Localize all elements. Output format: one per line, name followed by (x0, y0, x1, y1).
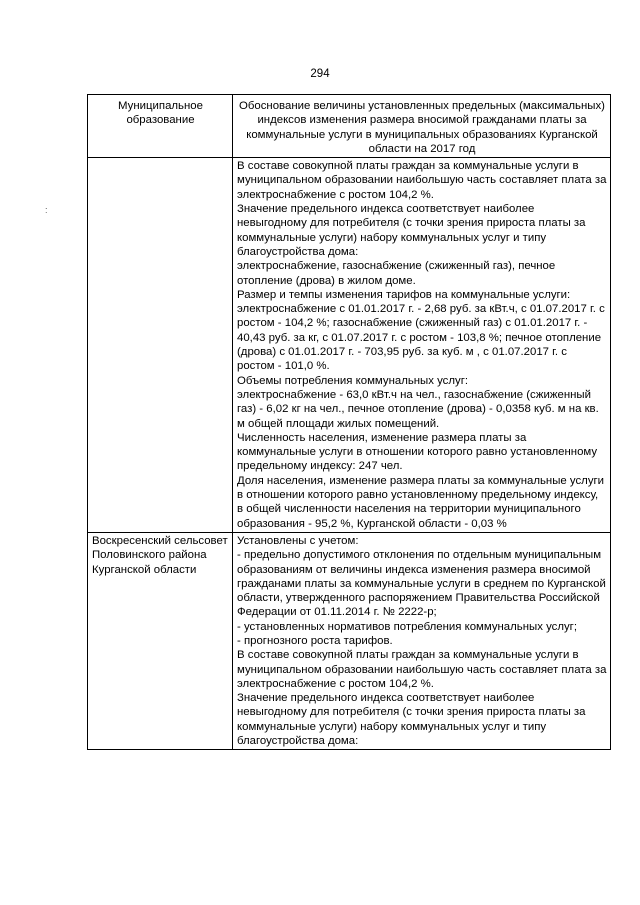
paragraph: электроснабжение - 63,0 кВт.ч на чел., газоснабжение (сжиженный газ) - 6,02 кг на чел., печное отопление (дрова) - 0,0358 куб. м на кв. м общей площади жилых помещений. (237, 388, 599, 430)
page-number: 294 (310, 68, 330, 80)
paragraph: Значение предельного индекса соответствует наиболее невыгодному для потребителя (с точки зрения прироста платы за коммунальные услуги) набору коммунальных услуг и типу благоустройства дома: (237, 692, 586, 748)
municipality-cell: Воскресенский сельсовет Половинского района Курганской области (88, 532, 233, 749)
paragraph: Объемы потребления коммунальных услуг: (237, 374, 469, 387)
table-header-row (88, 95, 611, 158)
table-row (88, 158, 611, 533)
paragraph: Численность населения, изменение размера платы за коммунальные услуги в отношении которого равно установленному предельному индексу: 247 чел. (237, 431, 598, 473)
justification-cell (233, 532, 611, 749)
municipality-cell (88, 158, 233, 533)
margin-mark: : (45, 205, 48, 215)
justification-cell (233, 158, 611, 533)
paragraph: электроснабжение с 01.01.2017 г. - 2,68 руб. за кВт.ч, с 01.07.2017 г. с ростом - 104,2 %; газоснабжение (сжиженный газ) с 01.01.2017 г. - 40,43 руб. за кг, с 01.07.2017 г. с ростом - 103,8 %; печное отопление (дрова) с 01.01.2017 г. - 703,95 руб. за куб. м , с 01.07.2017 г. с ростом - 101,0 %. (237, 303, 605, 373)
paragraph: В составе совокупной платы граждан за коммунальные услуги в муниципальном образовании наибольшую часть составляет плата за электроснабжение с ростом 104,2 %. (237, 649, 607, 690)
paragraph: - установленных нормативов потребления коммунальных услуг; (237, 620, 577, 633)
header-municipality: Муниципальное образование (88, 95, 233, 158)
paragraph: В составе совокупной платы граждан за коммунальные услуги в муниципальном образовании наибольшую часть составляет плата за электроснабжение с ростом 104,2 %. (237, 160, 607, 201)
paragraph: Доля населения, изменение размера платы за коммунальные услуги в отношении которого равно установленному предельному индексу, в общей численности населения на территории муниципального образования - 95,2 %, Курганской области - 0,03 % (237, 474, 605, 530)
header-justification: Обоснование величины установленных предельных (максимальных) индексов изменения размера вносимой гражданами платы за коммунальные услуги в муниципальных образованиях Курганской области на 2017 год (233, 95, 611, 158)
paragraph: Значение предельного индекса соответствует наиболее невыгодному для потребителя (с точки зрения прироста платы за коммунальные услуги) набору коммунальных услуг и типу благоустройства дома: (237, 203, 586, 258)
paragraph: - предельно допустимого отклонения по отдельным муниципальным образованиям от величины индекса изменения размера вносимой гражданами платы за коммунальные услуги в среднем по Курганской области, утвержденного распоряжением Правительства Российской Федерации от 01.11.2014 г. № 2222-р; (237, 549, 606, 619)
paragraph: - прогнозного роста тарифов. (237, 634, 393, 647)
paragraph: электроснабжение, газоснабжение (сжиженный газ), печное отопление (дрова) в жилом доме. (237, 260, 556, 287)
table-row (88, 532, 611, 749)
justification-table (87, 94, 611, 750)
paragraph: Размер и темпы изменения тарифов на коммунальные услуги: (237, 288, 571, 301)
paragraph: Установлены с учетом: (237, 534, 359, 547)
